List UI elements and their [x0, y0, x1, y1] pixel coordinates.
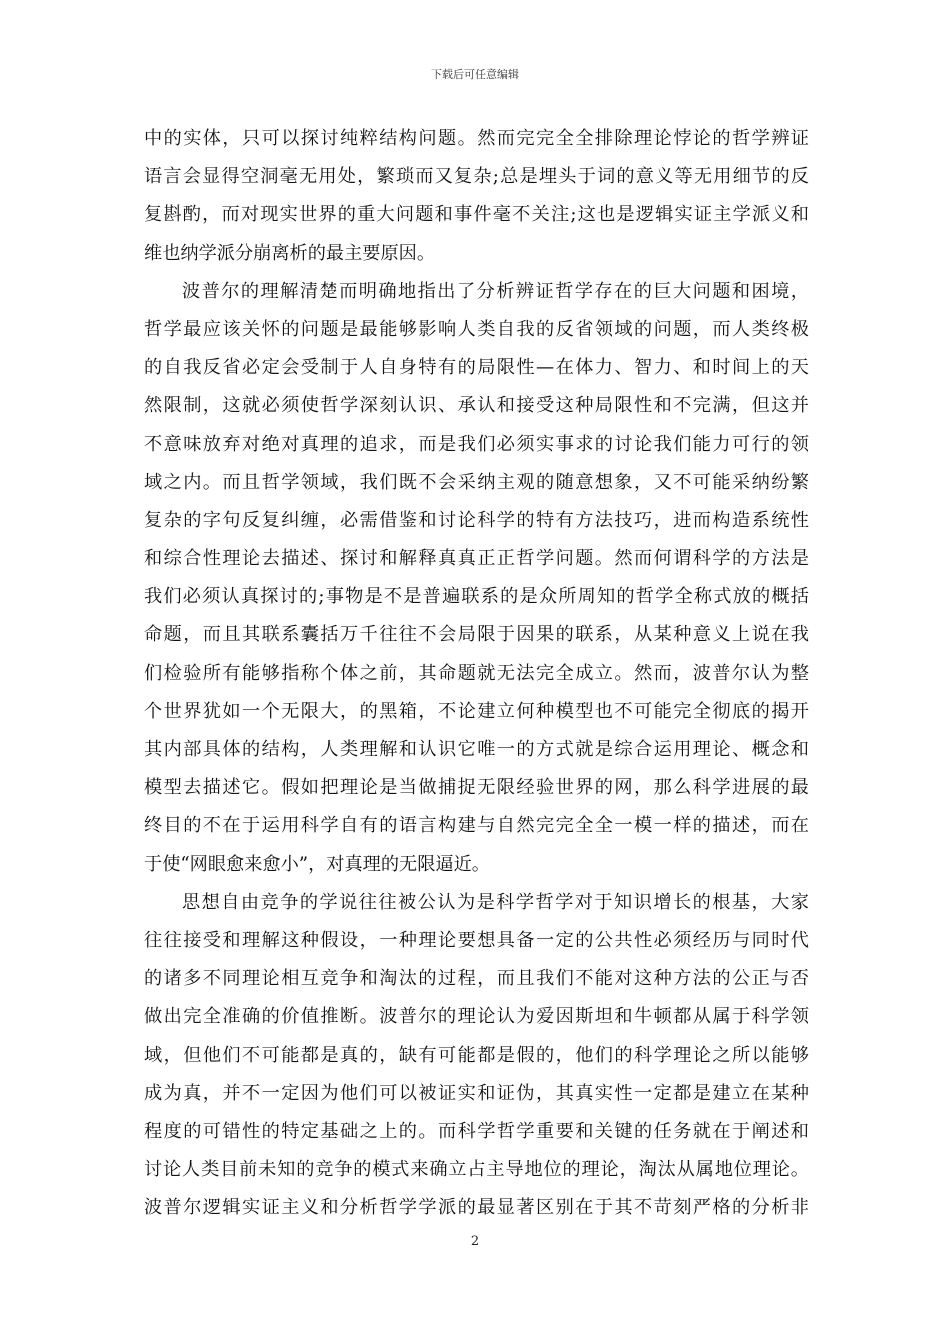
- text-line: 我们必须认真探讨的;事物是不是普遍联系的是众所周知的哲学全称式放的概括: [144, 586, 809, 608]
- text-line: 思想自由竞争的学说往往被公认为是科学哲学对于知识增长的根基，大家: [182, 891, 809, 913]
- text-line: 的诸多不同理论相互竞争和淘汰的过程，而且我们不能对这种方法的公正与否: [144, 968, 809, 990]
- text-line: 维也纳学派分崩离析的最主要原因。: [144, 242, 436, 264]
- text-line: 复杂的字句反复纠缠，必需借鉴和讨论科学的特有方法技巧，进而构造系统性: [144, 509, 809, 531]
- document-body: [144, 120, 809, 1227]
- text-line: 和综合性理论去描述、探讨和解释真真正正哲学问题。然而何谓科学的方法是: [144, 548, 809, 570]
- text-line: 程度的可错性的特定基础之上的。而科学哲学重要和关键的任务就在于阐述和: [144, 1120, 809, 1142]
- text-line: 做出完全准确的价值推断。波普尔的理论认为爱因斯坦和牛顿都从属于科学领: [144, 1006, 809, 1028]
- text-line: 成为真，并不一定因为他们可以被证实和证伪，其真实性一定都是建立在某种: [144, 1082, 809, 1104]
- text-line: 波普尔的理解清楚而明确地指出了分析辨证哲学存在的巨大问题和困境，: [182, 280, 809, 302]
- text-line: 中的实体，只可以探讨纯粹结构问题。然而完完全全排除理论悖论的哲学辨证: [144, 128, 809, 149]
- text-line: 哲学最应该关怀的问题是最能够影响人类自我的反省领域的问题，而人类终极: [144, 318, 809, 340]
- text-line: 域，但他们不可能都是真的，缺有可能都是假的，他们的科学理论之所以能够: [144, 1044, 809, 1066]
- text-line: 们检验所有能够指称个体之前，其命题就无法完全成立。然而，波普尔认为整: [144, 662, 809, 684]
- text-line: 模型去描述它。假如把理论是当做捕捉无限经验世界的网，那么科学进展的最: [144, 777, 809, 799]
- page-header: 下载后可任意编辑: [431, 68, 519, 81]
- text-line: 终目的不在于运用科学自有的语言构建与自然完完全全一模一样的描述，而在: [144, 815, 809, 837]
- text-line: 然限制，这就必须使哲学深刻认识、承认和接受这种局限性和不完满，但这并: [144, 395, 809, 417]
- text-line: 于使“网眼愈来愈小”，对真理的无限逼近。: [144, 853, 490, 875]
- text-line: 往往接受和理解这种假设，一种理论要想具备一定的公共性必须经历与同时代: [144, 929, 809, 951]
- text-line: 个世界犹如一个无限大，的黑箱，不论建立何种模型也不可能完全彻底的揭开: [144, 700, 809, 722]
- text-line: 复斟酌，而对现实世界的重大问题和事件毫不关注;这也是逻辑实证主学派义和: [144, 204, 809, 226]
- text-line: 命题，而且其联系囊括万千往往不会局限于因果的联系，从某种意义上说在我: [144, 624, 809, 646]
- text-line: 波普尔逻辑实证主义和分析哲学学派的最显著区别在于其不苛刻严格的分析非: [144, 1197, 809, 1219]
- text-line: 的自我反省必定会受制于人自身特有的局限性—在体力、智力、和时间上的天: [144, 357, 809, 379]
- text-line: 不意味放弃对绝对真理的追求，而是我们必须实事求的讨论我们能力可行的领: [144, 433, 809, 455]
- text-line: 其内部具体的结构，人类理解和认识它唯一的方式就是综合运用理论、概念和: [144, 739, 809, 760]
- text-line: 域之内。而且哲学领域，我们既不会采纳主观的随意想象，又不可能采纳纷繁: [144, 471, 809, 493]
- text-line: 语言会显得空洞毫无用处，繁琐而又复杂;总是埋头于词的意义等无用细节的反: [144, 166, 809, 188]
- page-number: 2: [470, 1234, 480, 1249]
- text-line: 讨论人类目前未知的竞争的模式来确立占主导地位的理论，淘汰从属地位理论。: [144, 1159, 809, 1181]
